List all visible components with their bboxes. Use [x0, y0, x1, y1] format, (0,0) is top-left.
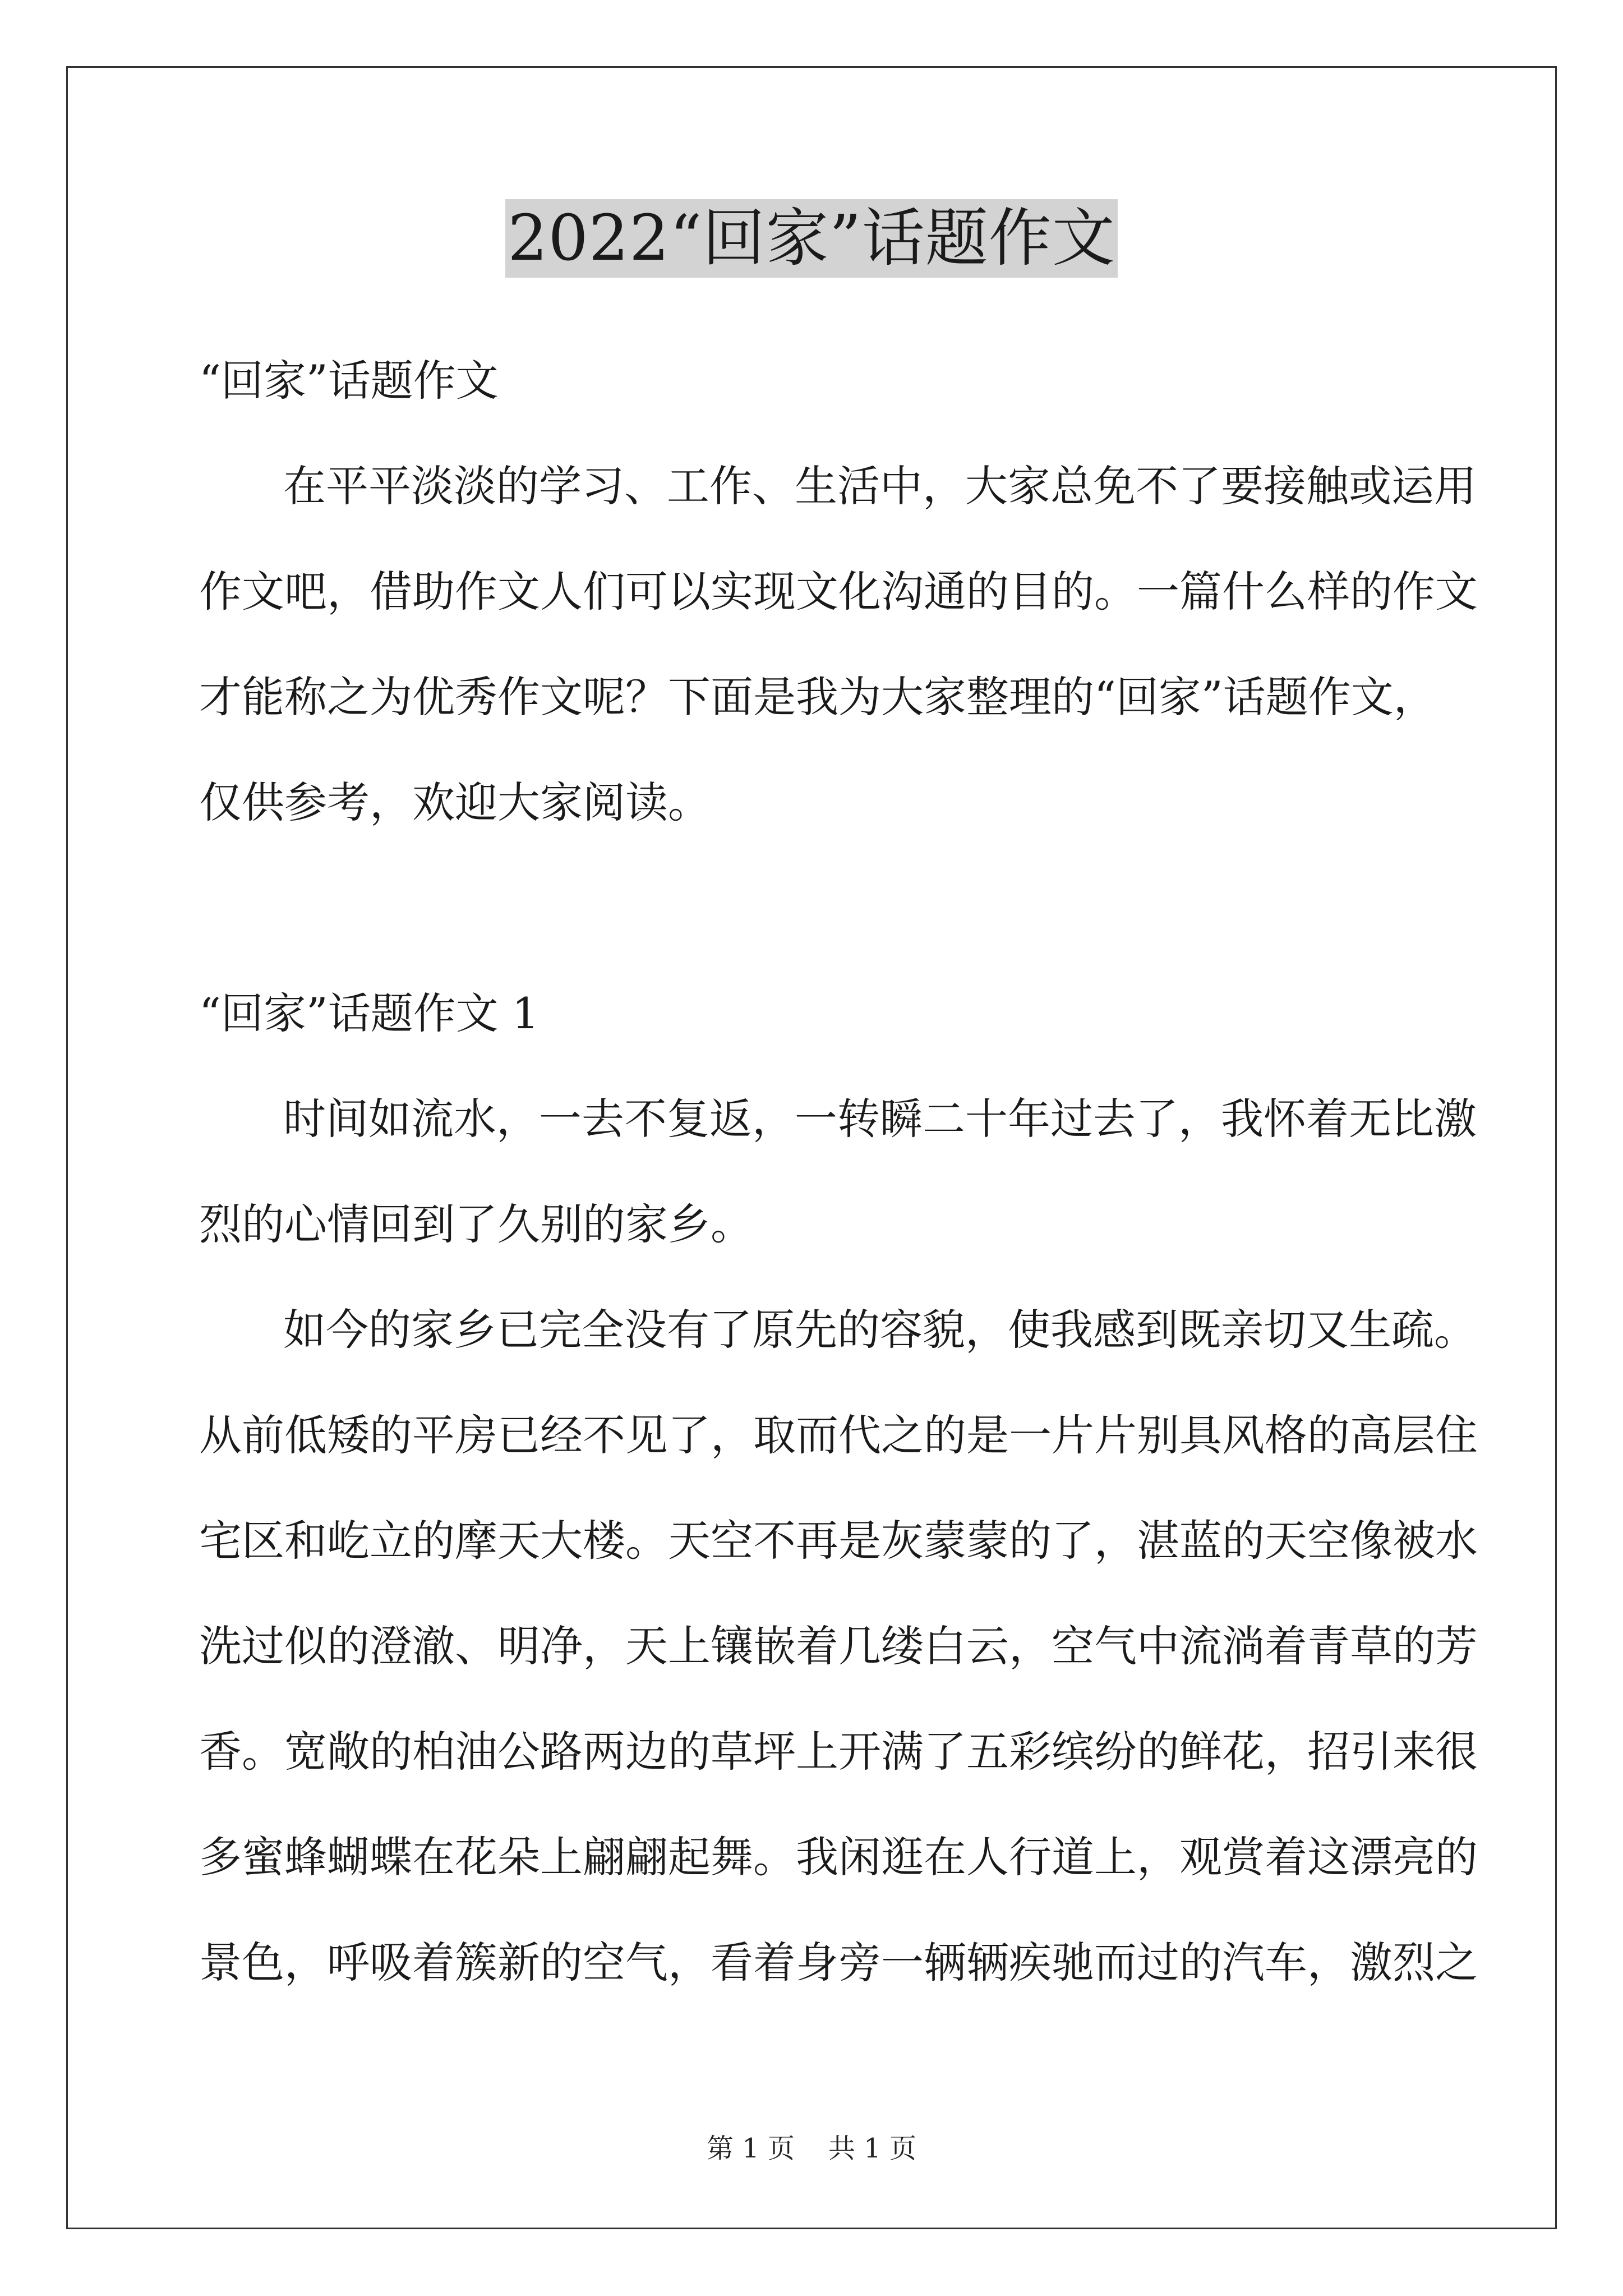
intro-line: 才能称之为优秀作文呢？下面是我为大家整理的“回家”话题作文，	[199, 672, 1436, 722]
paragraph-line: 多蜜蜂蝴蝶在花朵上翩翩起舞。我闲逛在人行道上，观赏着这漂亮的	[199, 1832, 1478, 1882]
blank-line	[199, 855, 1436, 961]
paragraph-line: 烈的心情回到了久别的家乡。	[199, 1199, 753, 1249]
title-area	[0, 199, 1623, 278]
subtitle: “回家”话题作文	[199, 356, 499, 406]
paragraph-line: 宅区和屹立的摩天大楼。天空不再是灰蒙蒙的了，湛蓝的天空像被水	[199, 1516, 1478, 1566]
intro-line: 仅供参考，欢迎大家阅读。	[199, 777, 711, 827]
page-total: 共 1 页	[828, 2133, 917, 2164]
paragraph-line: 景色，呼吸着簇新的空气，看着身旁一辆辆疾驰而过的汽车，激烈之	[199, 1938, 1478, 1987]
section-heading: “回家”话题作文 1	[199, 988, 540, 1038]
paragraph-line: 洗过似的澄澈、明净，天上镶嵌着几缕白云，空气中流淌着青草的芳	[199, 1621, 1478, 1671]
intro-line: 作文吧，借助作文人们可以实现文化沟通的目的。一篇什么样的作文	[199, 567, 1478, 616]
paragraph-line: 从前低矮的平房已经不见了，取而代之的是一片片别具风格的高层住	[199, 1410, 1478, 1460]
paragraph-line: 如今的家乡已完全没有了原先的容貌，使我感到既亲切又生疏。	[283, 1305, 1477, 1355]
document-title: 2022“回家”话题作文	[505, 199, 1118, 278]
intro-line: 在平平淡淡的学习、工作、生活中，大家总免不了要接触或运用	[283, 461, 1477, 511]
paragraph-line: 香。宽敞的柏油公路两边的草坪上开满了五彩缤纷的鲜花，招引来很	[199, 1727, 1478, 1777]
page-footer	[0, 2132, 1623, 2165]
paragraph-line: 时间如流水，一去不复返，一转瞬二十年过去了，我怀着无比激	[283, 1094, 1477, 1144]
document-body	[199, 328, 1478, 2016]
page-number: 第 1 页	[706, 2133, 795, 2164]
